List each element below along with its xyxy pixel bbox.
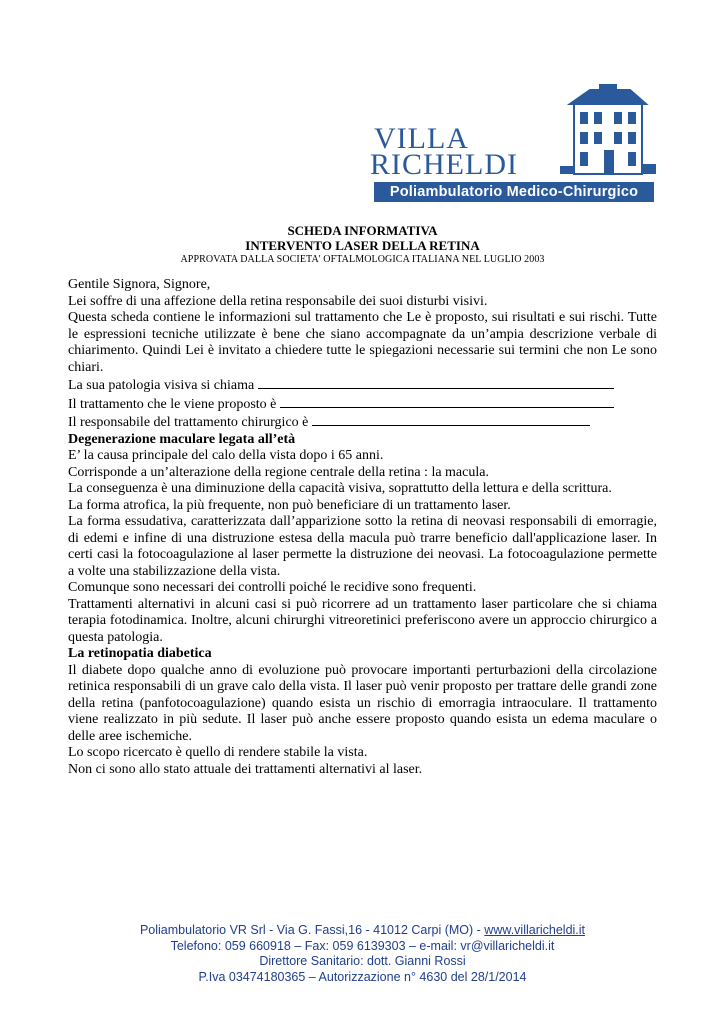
field-label: La sua patologia visiva si chiama — [68, 378, 255, 393]
paragraph: E’ la causa principale del calo della vista dopo i 65 anni. — [68, 448, 384, 463]
logo-band: Poliambulatorio Medico-Chirurgico — [374, 182, 654, 202]
footer-director: Direttore Sanitario: dott. Gianni Rossi — [259, 954, 466, 968]
intro-paragraph: Questa scheda contiene le informazioni sul trattamento che Le è proposto, sui risultati e sui rischi. Tutte le espressioni tecniche utilizzate è bene che siano accompagnate da un’ampia descrizione verbale di chiarimento. Quindi Lei è invitato a chiedere tutte le spiegazioni necessarie sui termini che non Le sono chiari. — [68, 310, 657, 375]
paragraph: La conseguenza è una diminuzione della capacità visiva, soprattutto della lettura e della scrittura. — [68, 481, 612, 496]
villa-richeldi-logo — [370, 84, 658, 204]
footer-contacts: Telefono: 059 660918 – Fax: 059 6139303 – e-mail: vr@villaricheldi.it — [170, 938, 555, 953]
treatment-blank-field[interactable] — [280, 395, 614, 408]
building-icon — [560, 84, 656, 176]
document-subject: INTERVENTO LASER DELLA RETINA — [245, 238, 480, 253]
paragraph: Comunque sono necessari dei controlli poiché le recidive sono frequenti. — [68, 580, 477, 595]
document-body — [68, 277, 657, 778]
field-row — [68, 376, 657, 395]
footer-address — [0, 923, 725, 939]
paragraph: Il diabete dopo qualche anno di evoluzione può provocare importanti perturbazioni della circolazione retinica responsabili di un grave calo della vista. Il laser può venir proposto per trattare delle grandi zone della retina (panfotocoagulazione) quando esista un rischio di emorragia intraoculare. Il trattamento viene realizzato in più sedute. Il laser può anche essere proposto quando esista un edema maculare o delle aree ischemiche. — [68, 662, 657, 744]
paragraph: Corrisponde a un’alterazione della regione centrale della retina : la macula. — [68, 464, 489, 480]
field-label: Il trattamento che le viene proposto è — [68, 396, 277, 412]
pathology-blank-field[interactable] — [258, 376, 614, 389]
section-heading: Degenerazione maculare legata all’età — [68, 431, 296, 447]
logo-text-villa: VILLA — [374, 122, 469, 155]
greeting: Gentile Signora, Signore, — [68, 277, 211, 292]
paragraph: Trattamenti alternativi in alcuni casi si può ricorrere ad un trattamento laser particolare che si chiama terapia fotodinamica. Inoltre, alcuni chirurghi vitreoretinici preferiscono avere un approccio chirurgico a questa patologia. — [68, 596, 657, 645]
field-label: Il responsabile del trattamento chirurgico è — [68, 415, 309, 430]
paragraph: Non ci sono allo stato attuale dei trattamenti alternativi al laser. — [68, 761, 423, 777]
page-footer — [0, 923, 725, 985]
responsible-blank-field[interactable] — [312, 413, 590, 426]
paragraph: La forma atrofica, la più frequente, non può beneficiare di un trattamento laser. — [68, 497, 511, 513]
document-title: SCHEDA INFORMATIVA — [287, 223, 438, 238]
section-heading: La retinopatia diabetica — [68, 646, 212, 661]
paragraph: La forma essudativa, caratterizzata dall’apparizione sotto la retina di neovasi responsabili di emorragie, di edemi e infine di una distruzione estesa della macula può trarre beneficio dall'applicazione laser. In certi casi la fotocoagulazione al laser permette la distruzione dei neovasi. La fotocoagulazione permette a volte una stabilizzazione della vista. — [68, 514, 657, 579]
field-row — [68, 395, 657, 414]
footer-address-text: Poliambulatorio VR Srl - Via G. Fassi,16 - 41012 Carpi (MO) - — [139, 923, 485, 937]
field-row — [68, 413, 657, 432]
intro-paragraph: Lei soffre di una affezione della retina responsabile dei suoi disturbi visivi. — [68, 293, 488, 309]
website-link[interactable]: www.villaricheldi.it — [484, 923, 586, 937]
paragraph: Lo scopo ricercato è quello di rendere stabile la vista. — [68, 745, 368, 760]
logo-text-richeldi: RICHELDI — [370, 148, 518, 181]
document-approval: APPROVATA DALLA SOCIETA' OFTALMOLOGICA ITALIANA NEL LUGLIO 2003 — [180, 254, 545, 265]
document-title-block — [0, 223, 725, 266]
footer-vat: P.Iva 03474180365 – Autorizzazione n° 4630 del 28/1/2014 — [198, 969, 527, 984]
